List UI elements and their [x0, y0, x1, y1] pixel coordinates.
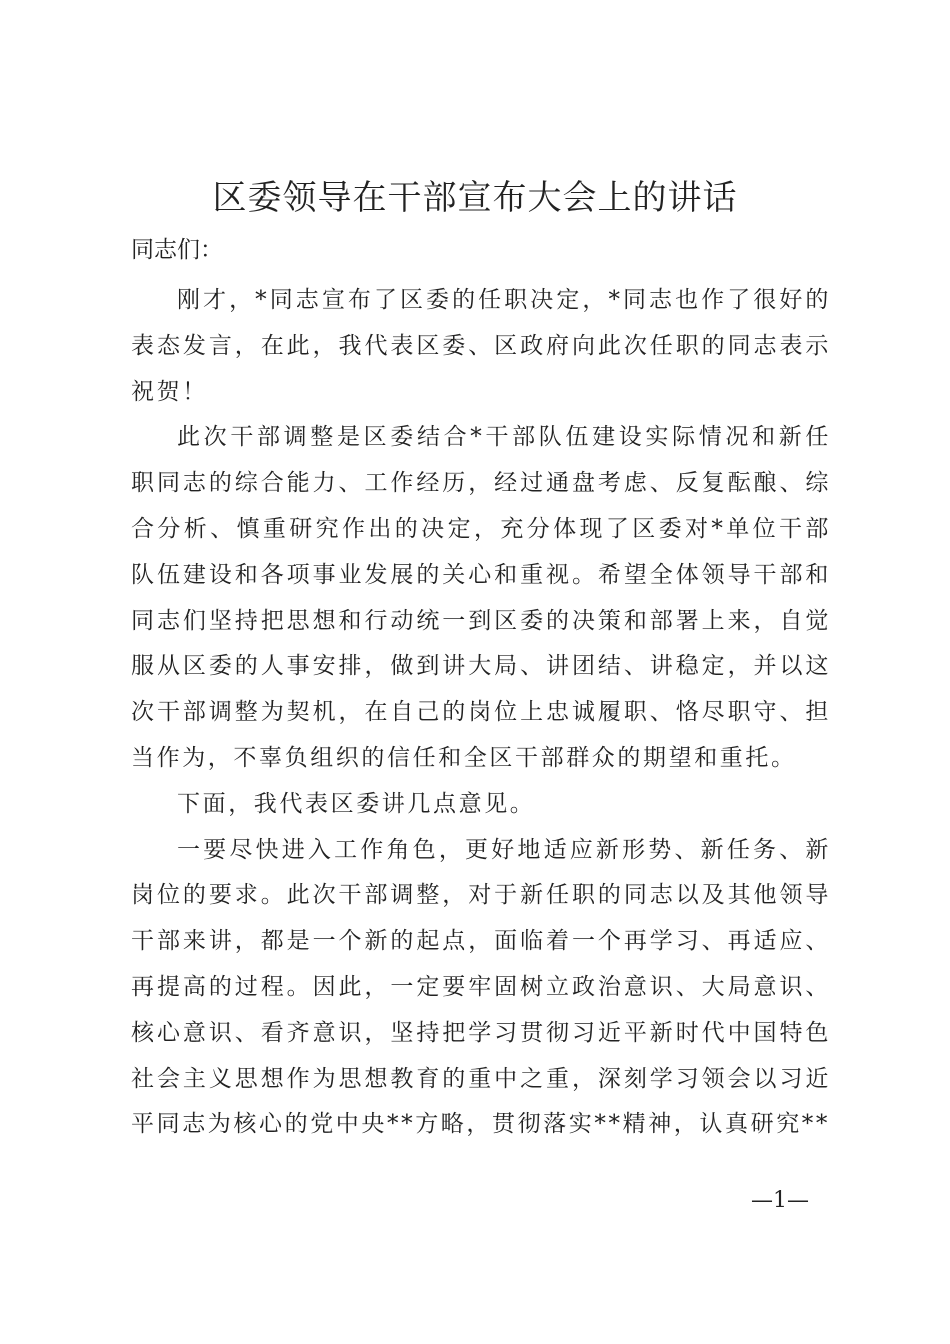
- paragraph: 此次干部调整是区委结合*干部队伍建设实际情况和新任职同志的综合能力、工作经历，经过通盘考虑、反复酝酿、综合分析、慎重研究作出的决定，充分体现了区委对*单位干部队伍建设和各项事业发展的关心和重视。希望全体领导干部和同志们坚持把思想和行动统一到区委的决策和部署上来，自觉服从区委的人事安排，做到讲大局、讲团结、讲稳定，并以这次干部调整为契机，在自己的岗位上忠诚履职、恪尽职守、担当作为，不辜负组织的信任和全区干部群众的期望和重托。: [131, 424, 831, 771]
- page-number: —1—: [751, 1188, 809, 1213]
- document-title: 区委领导在干部宣布大会上的讲话: [212, 178, 738, 218]
- document-body: [131, 230, 831, 1148]
- paragraph: 一要尽快进入工作角色，更好地适应新形势、新任务、新岗位的要求。此次干部调整，对于新任职的同志以及其他领导干部来讲，都是一个新的起点，面临着一个再学习、再适应、再提高的过程。因此，一定要牢固树立政治意识、大局意识、核心意识、看齐意识，坚持把学习贯彻习近平新时代中国特色社会主义思想作为思想教育的重中之重，深刻学习领会以习近平同志为核心的党中央**方略，贯彻落实**精神，认真研究**: [131, 836, 831, 1138]
- paragraph: 刚才，*同志宣布了区委的任职决定，*同志也作了很好的表态发言，在此，我代表区委、区政府向此次任职的同志表示祝贺！: [131, 287, 831, 405]
- paragraph: 下面，我代表区委讲几点意见。: [177, 790, 536, 817]
- salutation: 同志们：: [131, 237, 223, 263]
